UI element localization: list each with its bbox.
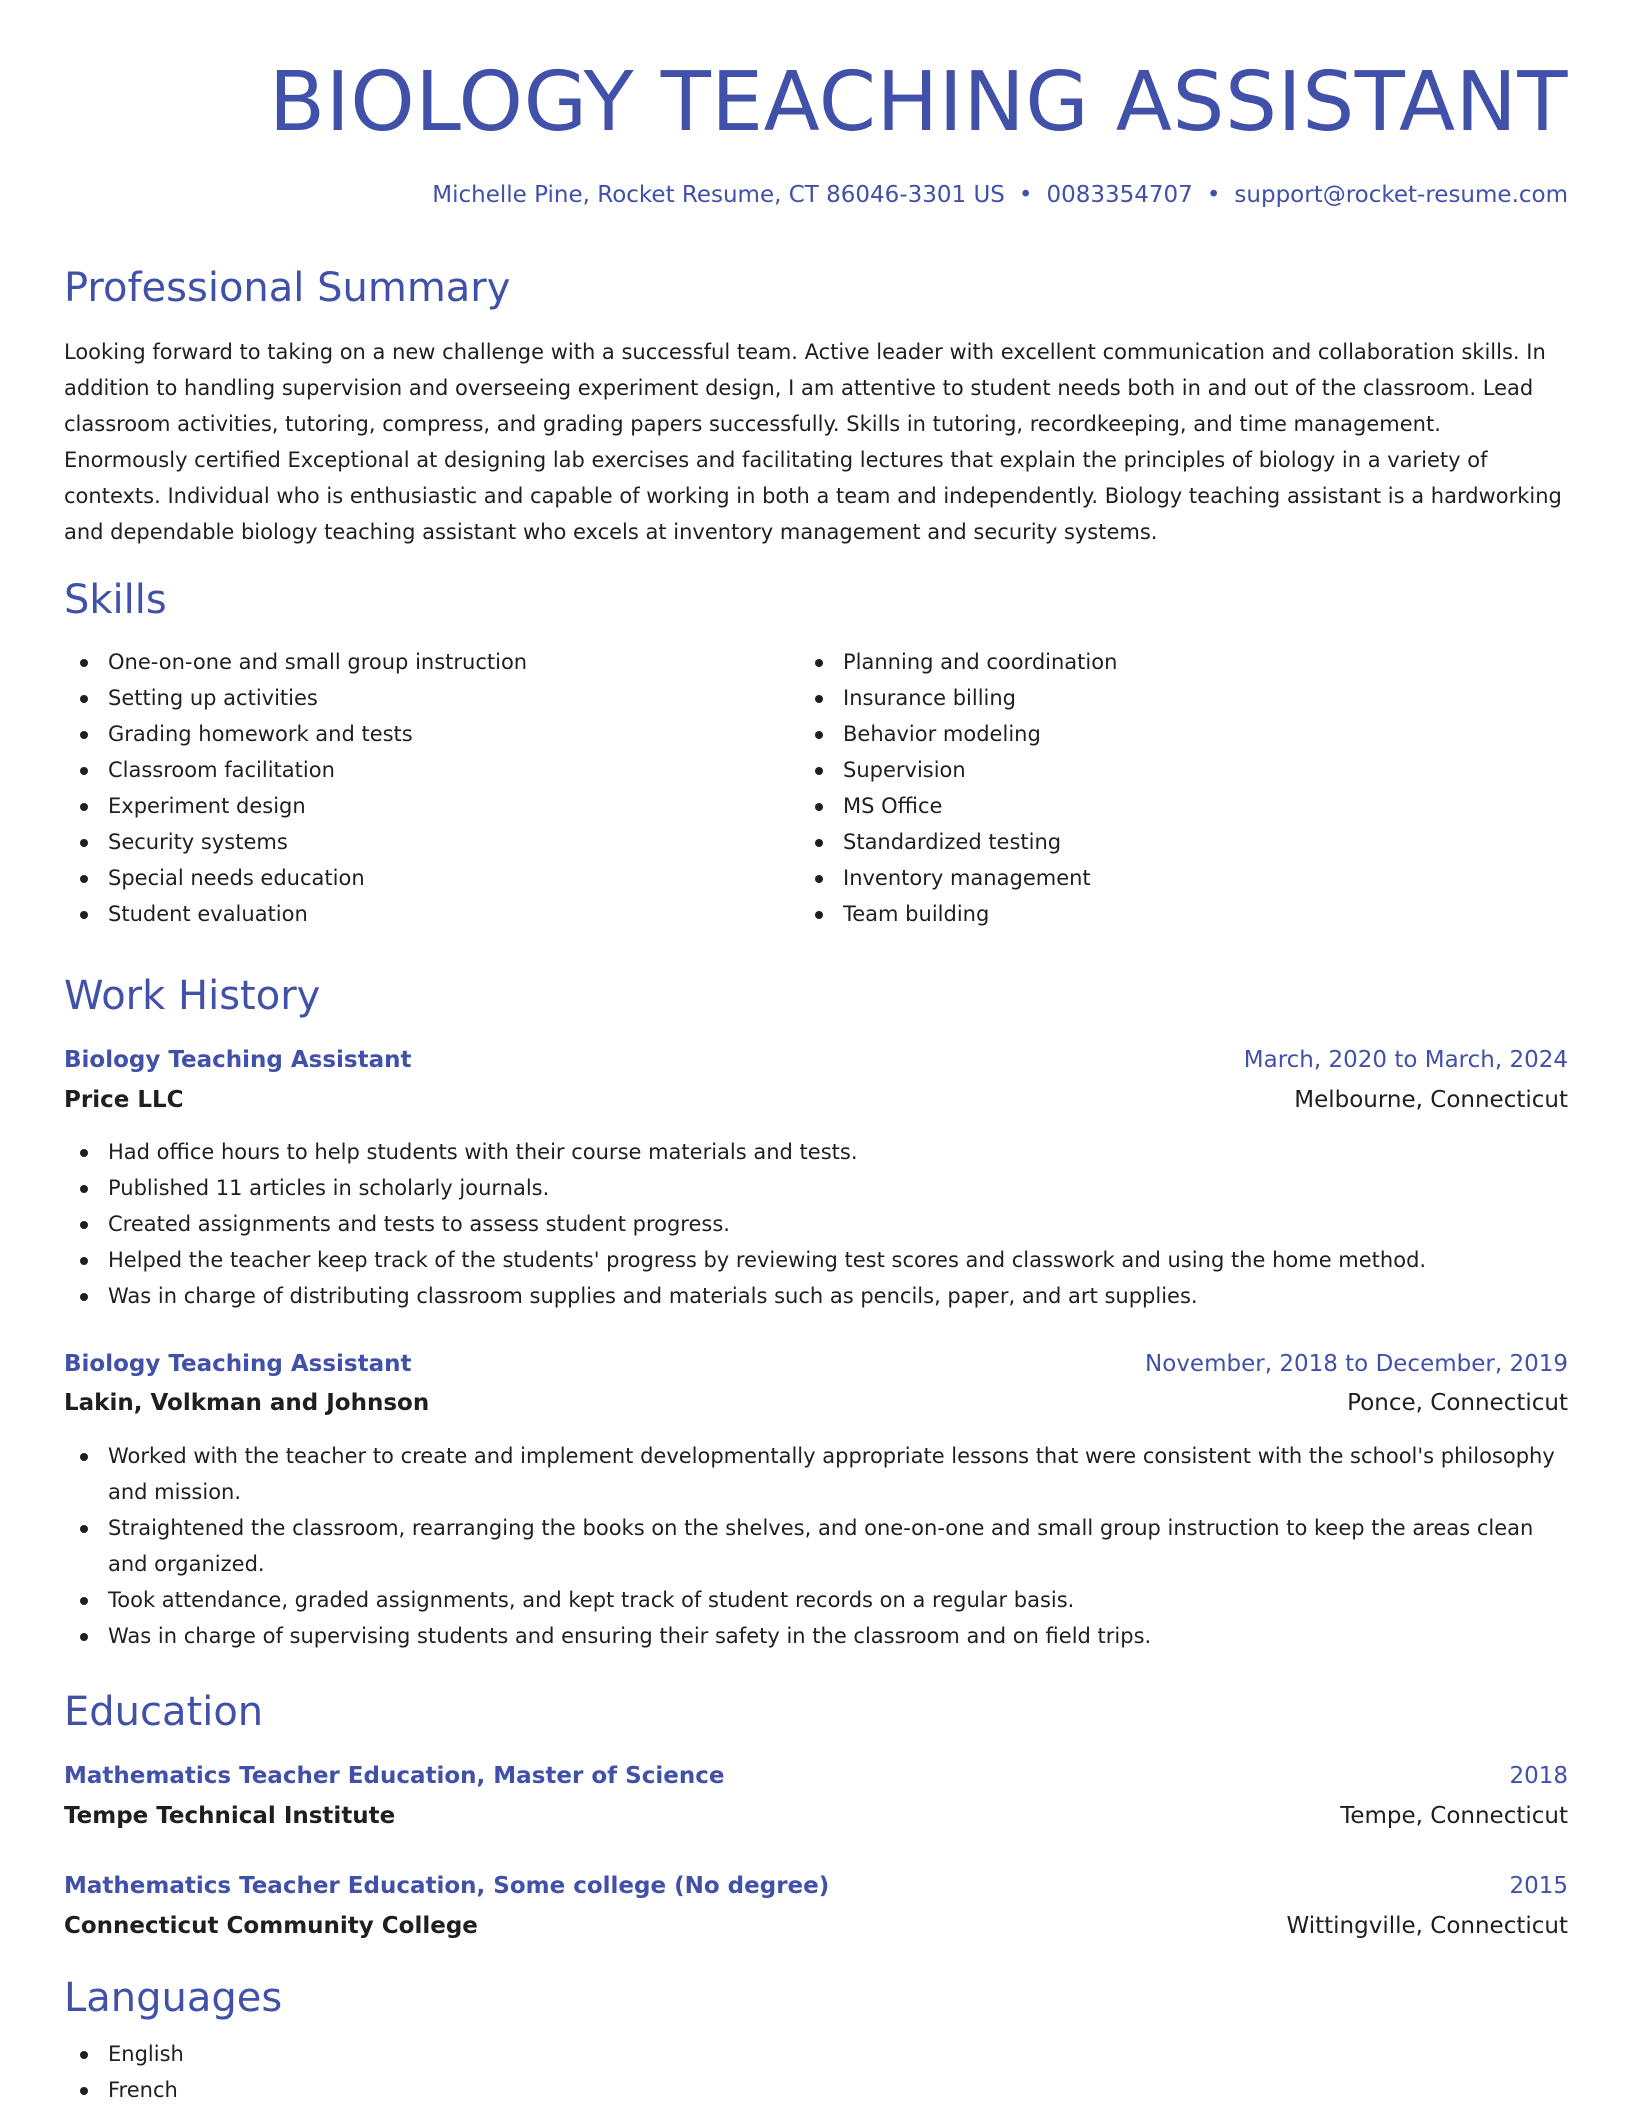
job-role: Biology Teaching Assistant xyxy=(64,1351,412,1377)
summary-heading: Professional Summary xyxy=(64,265,511,311)
skill-item: Behavior modeling xyxy=(799,716,1499,752)
job-dates: November, 2018 to December, 2019 xyxy=(1145,1351,1568,1377)
education-header-row xyxy=(64,1866,1568,1906)
job-location: Ponce, Connecticut xyxy=(1347,1390,1568,1416)
job-location: Melbourne, Connecticut xyxy=(1294,1087,1568,1113)
education-degree: Mathematics Teacher Education, Master of Science xyxy=(64,1763,725,1789)
resume-title: BIOLOGY TEACHING ASSISTANT xyxy=(268,55,1568,150)
skills-list-right xyxy=(799,644,1499,932)
job-bullet: Straightened the classroom, rearranging the books on the shelves, and one-on-one and small group instruction to keep the areas clean and organized. xyxy=(64,1510,1568,1582)
languages-list xyxy=(64,2036,1568,2108)
education-school-row xyxy=(64,1796,1568,1836)
job-role: Biology Teaching Assistant xyxy=(64,1047,412,1073)
skill-item: MS Office xyxy=(799,788,1499,824)
job-company-row xyxy=(64,1383,1568,1423)
skill-item: Setting up activities xyxy=(64,680,764,716)
skill-item: Insurance billing xyxy=(799,680,1499,716)
job-bullet: Had office hours to help students with their course materials and tests. xyxy=(64,1134,1568,1170)
skill-item: Supervision xyxy=(799,752,1499,788)
job-bullet: Took attendance, graded assignments, and kept track of student records on a regular basis. xyxy=(64,1582,1568,1618)
job-company: Lakin, Volkman and Johnson xyxy=(64,1390,430,1416)
education-location: Wittingville, Connecticut xyxy=(1286,1913,1568,1939)
education-school: Connecticut Community College xyxy=(64,1913,478,1939)
skill-item: Classroom facilitation xyxy=(64,752,764,788)
job-bullet: Helped the teacher keep track of the students' progress by reviewing test scores and classwork and using the home method. xyxy=(64,1242,1568,1278)
job-dates: March, 2020 to March, 2024 xyxy=(1243,1047,1568,1073)
skill-item: Experiment design xyxy=(64,788,764,824)
contact-email: support@rocket-resume.com xyxy=(1234,182,1568,208)
skill-item: Inventory management xyxy=(799,860,1499,896)
job-company: Price LLC xyxy=(64,1087,184,1113)
education-location: Tempe, Connecticut xyxy=(1340,1803,1568,1829)
contact-address: Michelle Pine, Rocket Resume, CT 86046-3301 US xyxy=(432,182,1005,208)
skill-item: Special needs education xyxy=(64,860,764,896)
education-degree: Mathematics Teacher Education, Some college (No degree) xyxy=(64,1873,830,1899)
job-bullets xyxy=(64,1438,1568,1654)
language-item: French xyxy=(64,2072,1568,2108)
skill-item: Grading homework and tests xyxy=(64,716,764,752)
skills-heading: Skills xyxy=(64,577,167,623)
skills-column-right xyxy=(799,644,1499,932)
job-header-row xyxy=(64,1344,1568,1384)
education-header-row xyxy=(64,1756,1568,1796)
contact-line xyxy=(432,178,1568,212)
job-bullet: Was in charge of supervising students and ensuring their safety in the classroom and on field trips. xyxy=(64,1618,1568,1654)
skill-item: One-on-one and small group instruction xyxy=(64,644,764,680)
skill-item: Planning and coordination xyxy=(799,644,1499,680)
job-bullet: Created assignments and tests to assess student progress. xyxy=(64,1206,1568,1242)
job-bullet-list xyxy=(64,1438,1568,1654)
education-heading: Education xyxy=(64,1689,264,1735)
languages-heading: Languages xyxy=(64,1975,283,2021)
skill-item: Security systems xyxy=(64,824,764,860)
education-year: 2018 xyxy=(1509,1763,1568,1789)
job-bullet-list xyxy=(64,1134,1568,1314)
job-bullets xyxy=(64,1134,1568,1314)
education-school: Tempe Technical Institute xyxy=(64,1803,396,1829)
skills-list-left xyxy=(64,644,764,932)
job-bullet: Published 11 articles in scholarly journals. xyxy=(64,1170,1568,1206)
job-company-row xyxy=(64,1080,1568,1120)
contact-separator: • xyxy=(1206,182,1221,208)
job-bullet: Worked with the teacher to create and implement developmentally appropriate lessons that were consistent with the school's philosophy and mission. xyxy=(64,1438,1568,1510)
job-bullet: Was in charge of distributing classroom supplies and materials such as pencils, paper, and art supplies. xyxy=(64,1278,1568,1314)
skill-item: Team building xyxy=(799,896,1499,932)
work-heading: Work History xyxy=(64,973,321,1019)
skills-column-left xyxy=(64,644,764,932)
language-item: English xyxy=(64,2036,1568,2072)
contact-phone: 0083354707 xyxy=(1046,182,1193,208)
education-year: 2015 xyxy=(1509,1873,1568,1899)
summary-text: Looking forward to taking on a new challenge with a successful team. Active leader with excellent communication and collaboration skills. In addition to handling supervision and overseeing experiment design, I am attentive to student needs both in and out of the classroom. Lead classroom activities, tutoring, compress, and grading papers successfully. Skills in tutoring, recordkeeping, and time management. Enormously certified Exceptional at designing lab exercises and facilitating lectures that explain the principles of biology in a variety of contexts. Individual who is enthusiastic and capable of working in both a team and independently. Biology teaching assistant is a hardworking and dependable biology teaching assistant who excels at inventory management and security systems. xyxy=(64,340,1562,544)
job-header-row xyxy=(64,1040,1568,1080)
education-school-row xyxy=(64,1906,1568,1946)
skill-item: Standardized testing xyxy=(799,824,1499,860)
contact-separator: • xyxy=(1018,182,1033,208)
languages-list-wrap xyxy=(64,2036,1568,2108)
skill-item: Student evaluation xyxy=(64,896,764,932)
